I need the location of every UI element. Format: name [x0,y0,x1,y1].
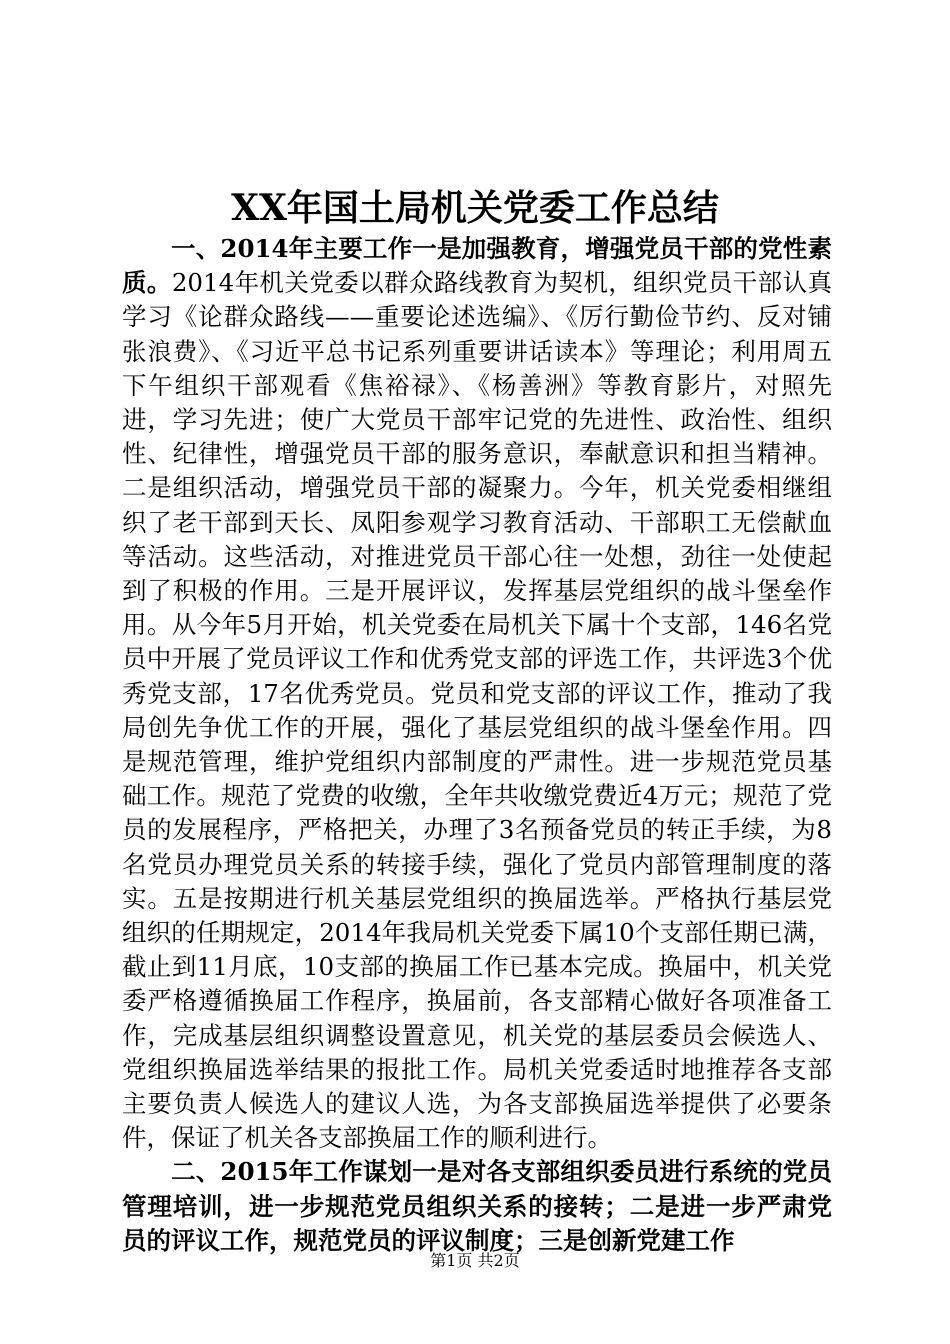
paragraph-2015-plan [122,1155,832,1258]
document-title: XX年国土局机关党委工作总结 [231,187,719,229]
document-body [122,232,832,1258]
page-number-footer: 第1页 共2页 [430,1251,520,1270]
paragraph-lead: 二、2015年工作谋划一是对各支部组织委员进行系统的党员管理培训，进一步规范党员组织关系的接转；二是进一步严肃党员的评议工作，规范党员的评议制度；三是创新党建工作 [122,1157,832,1255]
paragraph-2014-work [122,232,832,1155]
paragraph-lead: 一、2014年主要工作一是加强教育，增强党员干部的党性素质。 [122,234,832,298]
paragraph-text: 2014年机关党委以群众路线教育为契机，组织党员干部认真学习《论群众路线——重要论述选编》、《厉行勤俭节约、反对铺张浪费》、《习近平总书记系列重要讲话读本》等理论；利用周五下午组织干部观看《焦裕禄》、《杨善洲》等教育影片，对照先进，学习先进；使广大党员干部牢记党的先进性、政治性、组织性、纪律性，增强党员干部的服务意识，奉献意识和担当精神。二是组织活动，增强党员干部的凝聚力。今年，机关党委相继组织了老干部到天长、凤阳参观学习教育活动、干部职工无偿献血等活动。这些活动，对推进党员干部心往一处想，劲往一处使起到了积极的作用。三是开展评议，发挥基层党组织的战斗堡垒作用。从今年5月开始，机关党委在局机关下属十个支部，146名党员中开展了党员评议工作和优秀党支部的评选工作，共评选3个优秀党支部，17名优秀党员。党员和党支部的评议工作，推动了我局创先争优工作的开展，强化了基层党组织的战斗堡垒作用。四是规范管理，维护党组织内部制度的严肃性。进一步规范党员基础工作。规范了党费的收缴，全年共收缴党费近4万元；规范了党员的发展程序，严格把关，办理了3名预备党员的转正手续，为8名党员办理党员关系的转接手续，强化了党员内部管理制度的落实。五是按期进行机关基层党组织的换届选举。严格执行基层党组织的任期规定，2014年我局机关党委下属10个支部任期已满，截止到11月底，10支部的换届工作已基本完成。换届中，机关党委严格遵循换届工作程序，换届前，各支部精心做好各项准备工作，完成基层组织调整设置意见，机关党的基层委员会候选人、党组织换届选举结果的报批工作。局机关党委适时地推荐各支部主要负责人候选人的建议人选，为各支部换届选举提供了必要条件，保证了机关各支部换届工作的顺利进行。 [122,268,832,1153]
